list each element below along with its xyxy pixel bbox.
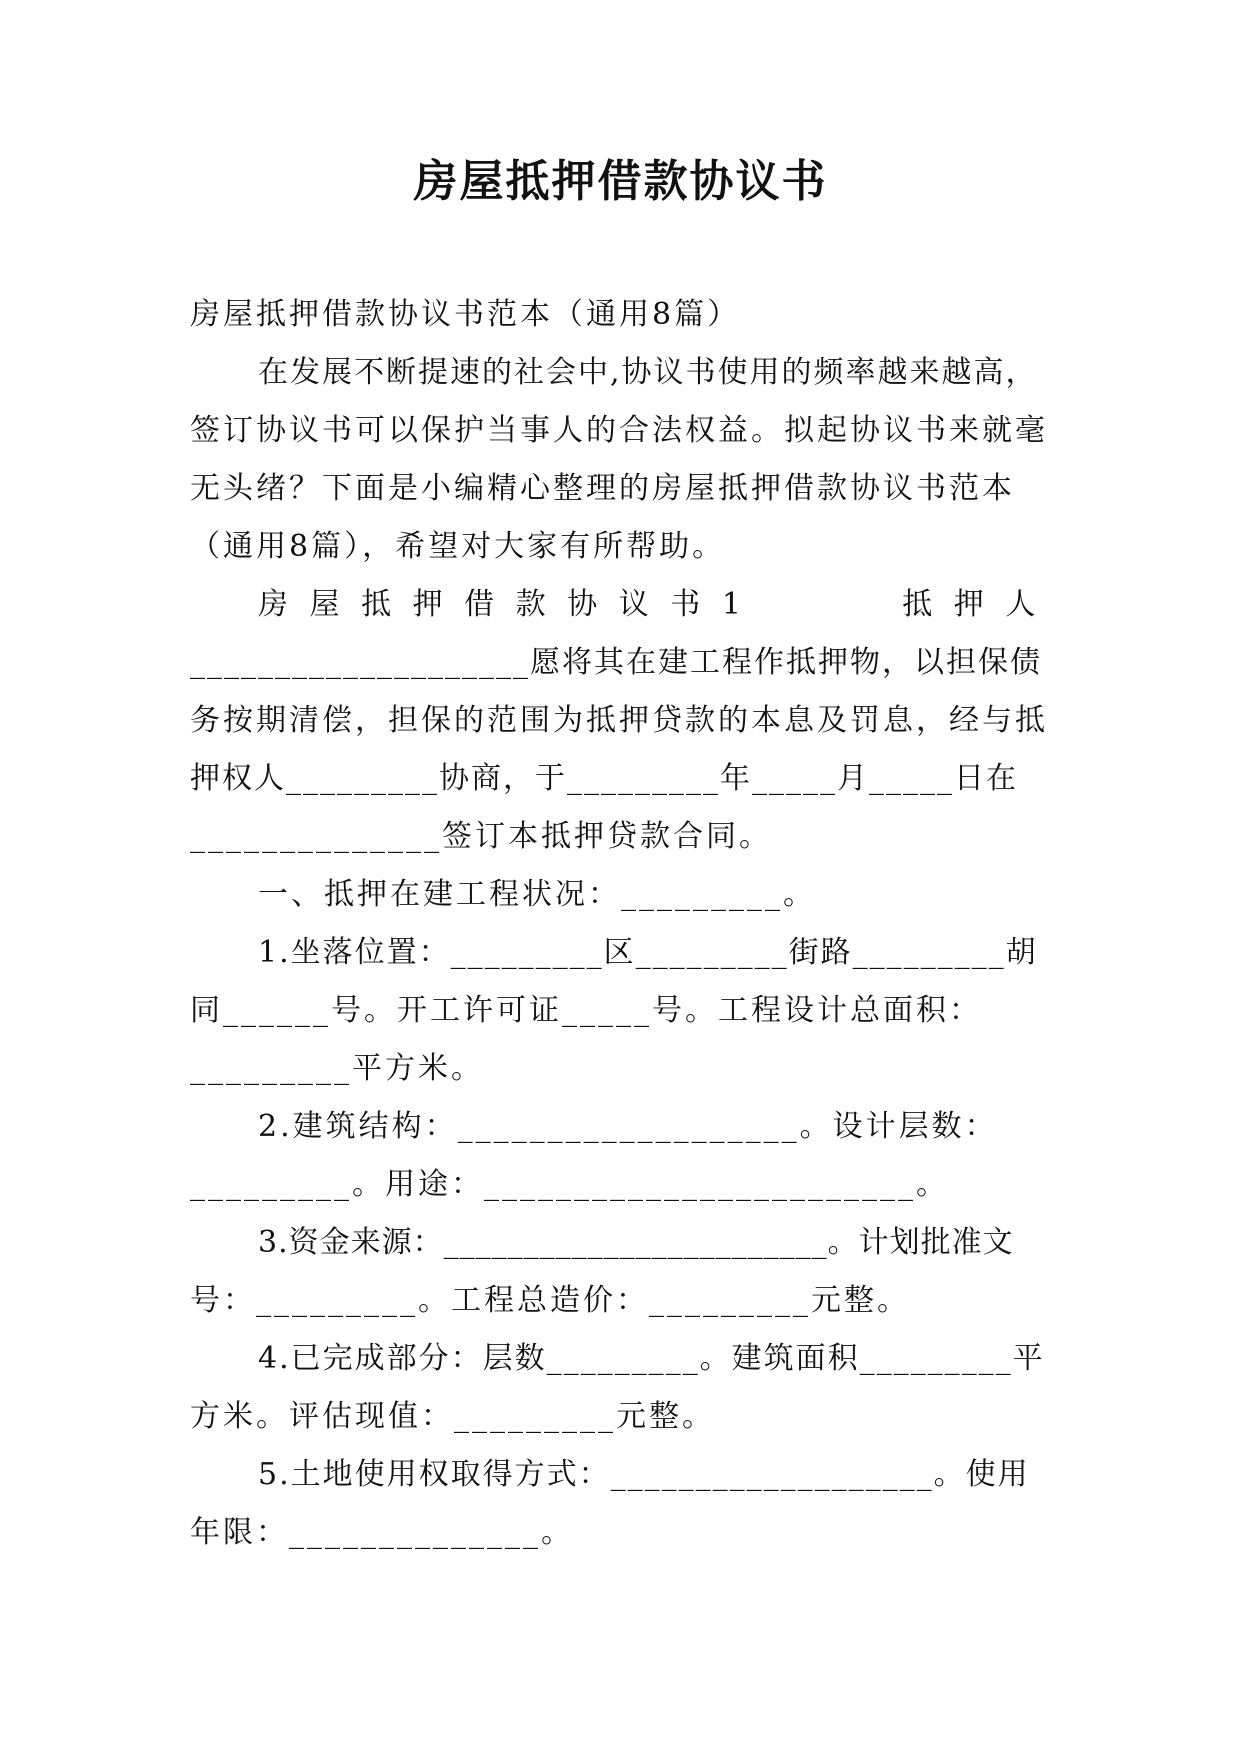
paragraph-line: 押权人_________协商，于_________年_____月_____日在 bbox=[190, 761, 1018, 796]
paragraph-line: _________。用途：________________________。 bbox=[190, 1167, 949, 1202]
paragraph-line: 同______号。开工许可证_____号。工程设计总面积： bbox=[190, 993, 982, 1028]
paragraph-line: _________平方米。 bbox=[190, 1051, 484, 1086]
paragraph-line: 2.建筑结构：___________________。设计层数： bbox=[258, 1109, 998, 1144]
paragraph-line: 房屋抵押借款协议书范本（通用8篇） bbox=[190, 297, 741, 332]
document-title: 房屋抵押借款协议书 bbox=[413, 156, 828, 207]
paragraph-line: 务按期清偿，担保的范围为抵押贷款的本息及罚息，经与抵 bbox=[190, 703, 1048, 738]
paragraph-line: 签订协议书可以保护当事人的合法权益。拟起协议书来就毫 bbox=[190, 413, 1048, 448]
paragraph-line: （通用8篇），希望对大家有所帮助。 bbox=[190, 529, 726, 564]
paragraph-line: 号：_________。工程总造价：_________元整。 bbox=[190, 1283, 910, 1318]
paragraph-line: 4.已完成部分：层数_________。建筑面积_________平 bbox=[258, 1341, 1045, 1376]
paragraph-line: ____________________愿将其在建工程作抵押物，以担保债 bbox=[190, 645, 1042, 680]
paragraph-line: 1.坐落位置：_________区_________街路_________胡 bbox=[258, 935, 1038, 970]
paragraph-line: 年限：______________。 bbox=[190, 1515, 574, 1550]
paragraph-line: 一、抵押在建工程状况：_________。 bbox=[258, 877, 816, 912]
paragraph-line: ______________签订本抵押贷款合同。 bbox=[190, 819, 772, 854]
paragraph-line: 方米。评估现值：_________元整。 bbox=[190, 1399, 715, 1434]
paragraph-line: 5.土地使用权取得方式：___________________。使用 bbox=[258, 1457, 1030, 1492]
paragraph-line: 在发展不断提速的社会中,协议书使用的频率越来越高， bbox=[258, 355, 1038, 390]
paragraph-line: 3.资金来源：________________________。计划批准文 bbox=[258, 1225, 1014, 1260]
paragraph-line: 无头绪？下面是小编精心整理的房屋抵押借款协议书范本 bbox=[190, 471, 1015, 506]
paragraph-line: 房 屋 抵 押 借 款 协 议 书 1 抵 押 人 bbox=[258, 587, 1042, 622]
document-body bbox=[190, 286, 1050, 1562]
